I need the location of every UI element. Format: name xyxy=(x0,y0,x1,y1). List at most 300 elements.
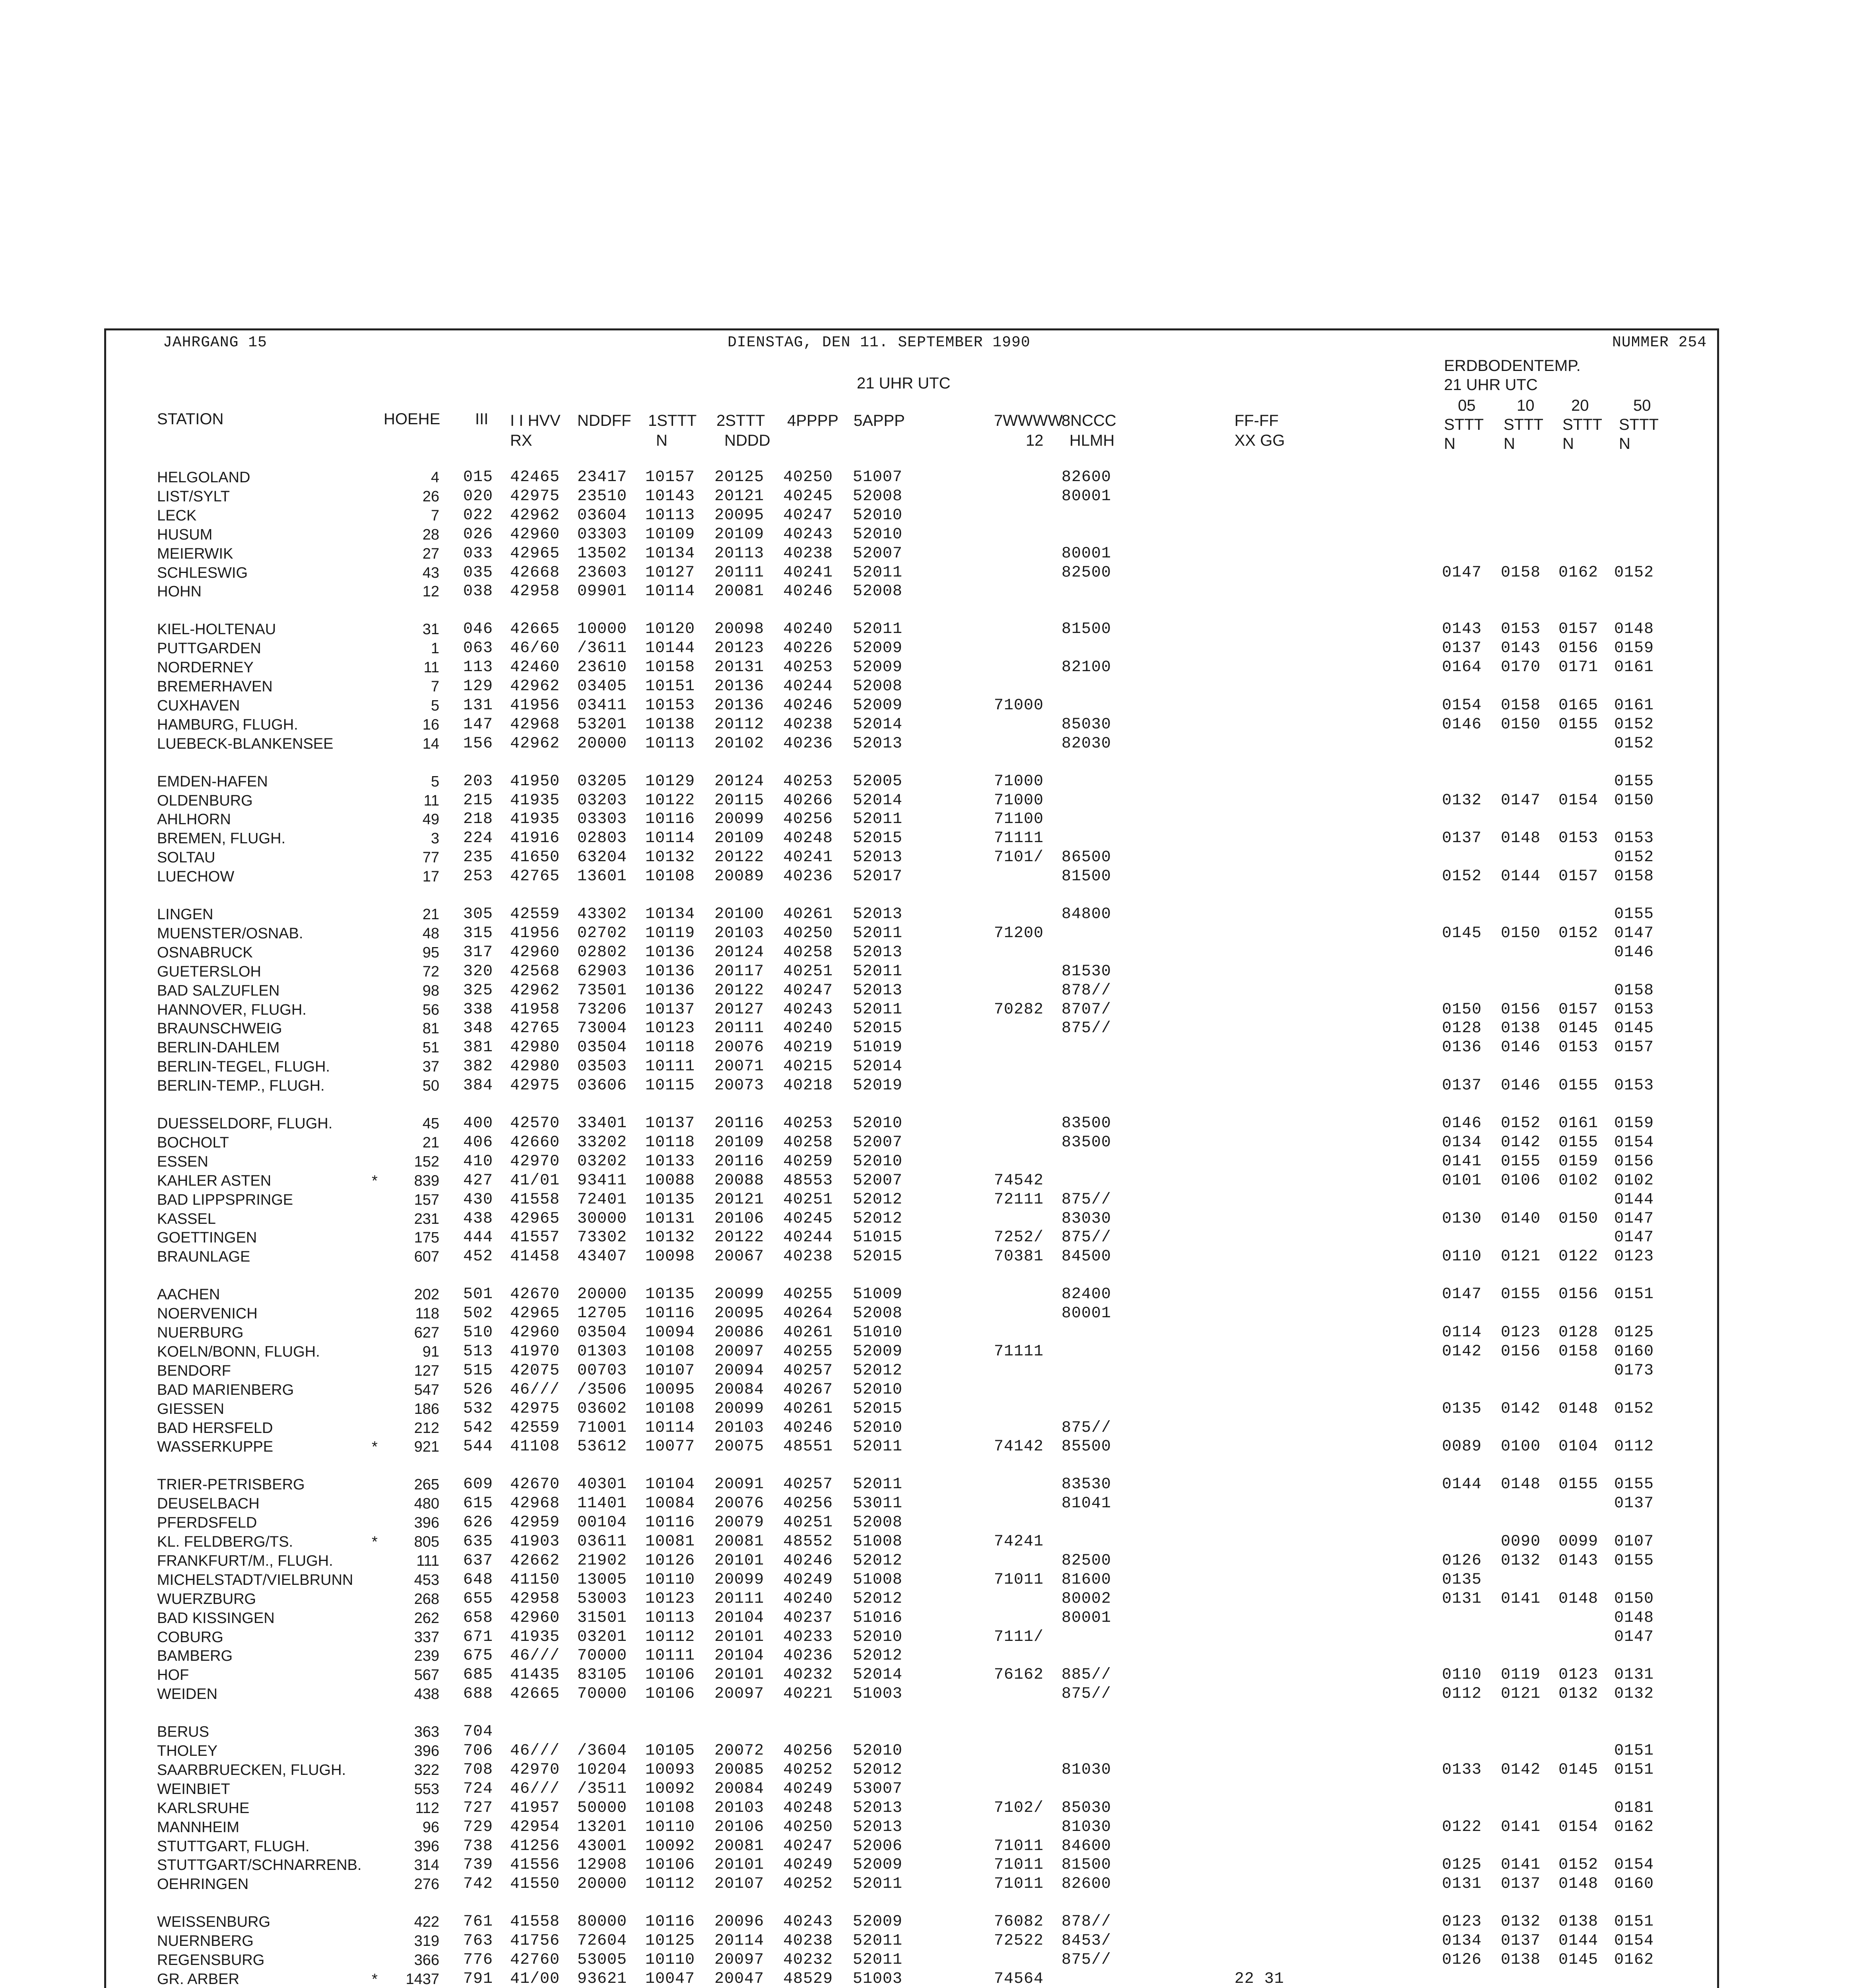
iihvv-value: 42760 xyxy=(510,1951,560,1969)
station-name: MEIERWIK xyxy=(157,545,233,562)
nccc-value: 80001 xyxy=(1062,1609,1112,1627)
wwww-value: 74241 xyxy=(994,1533,1044,1551)
station-name: BREMERHAVEN xyxy=(157,678,273,695)
hoehe-value: 72 xyxy=(422,963,439,980)
utc-label: 21 UHR UTC xyxy=(857,375,951,392)
soil-temp-05: 0137 xyxy=(1442,639,1482,658)
sttt1-value: 10132 xyxy=(645,1229,695,1247)
iihvv-value: 42662 xyxy=(510,1551,560,1570)
soil-temp-10: 0119 xyxy=(1501,1666,1541,1684)
soil-temp-10: 0121 xyxy=(1501,1685,1541,1703)
hoehe-value: 11 xyxy=(423,792,439,809)
sttt1-value: 10112 xyxy=(645,1628,695,1646)
station-name: HELGOLAND xyxy=(157,469,250,486)
sttt1-value: 10093 xyxy=(645,1761,695,1779)
station-name: PFERDSFELD xyxy=(157,1514,257,1532)
appp-value: 51003 xyxy=(853,1685,903,1703)
hoehe-value: 314 xyxy=(414,1857,439,1874)
hoehe-value: 1 xyxy=(431,640,439,657)
iii-value: 113 xyxy=(463,658,493,677)
hoehe-value: 157 xyxy=(414,1191,439,1208)
nccc-value: 81500 xyxy=(1062,620,1112,639)
iii-value: 742 xyxy=(463,1875,493,1893)
sttt2-value: 20091 xyxy=(714,1475,765,1494)
soil-temp-20: 0155 xyxy=(1558,715,1599,734)
hoehe-value: 96 xyxy=(422,1819,439,1836)
sttt2-value: 20094 xyxy=(714,1361,765,1380)
pppp-value: 40240 xyxy=(783,1590,833,1608)
iii-value: 688 xyxy=(463,1685,493,1703)
station-name: HOHN xyxy=(157,583,202,600)
station-name: BRAUNLAGE xyxy=(157,1248,250,1266)
station-name: KL. FELDBERG/TS. xyxy=(157,1534,293,1550)
col-hoehe: HOEHE xyxy=(384,410,441,428)
nddff-value: 83105 xyxy=(577,1666,627,1684)
col-5appp: 5APPP xyxy=(854,412,905,429)
appp-value: 52015 xyxy=(853,1400,903,1418)
pppp-value: 40246 xyxy=(783,696,833,714)
sttt1-value: 10109 xyxy=(645,525,695,544)
appp-value: 52007 xyxy=(853,544,903,563)
soil-temp-10: 0150 xyxy=(1501,715,1541,734)
soil-temp-20: 0132 xyxy=(1558,1685,1599,1703)
soil-temp-10: 0142 xyxy=(1501,1400,1541,1418)
nddff-value: 50000 xyxy=(577,1799,627,1817)
sttt1-value: 10136 xyxy=(645,962,695,980)
appp-value: 52008 xyxy=(853,1305,903,1323)
nddff-value: 33202 xyxy=(577,1133,627,1151)
col-ff: FF-FF xyxy=(1234,412,1279,429)
wwww-value: 71100 xyxy=(994,810,1044,829)
hoehe-value: 5 xyxy=(431,697,439,714)
iihvv-value: 42958 xyxy=(510,582,560,601)
iii-value: 513 xyxy=(463,1342,493,1361)
station-name: BAMBERG xyxy=(157,1648,233,1665)
nddff-value: 02702 xyxy=(577,924,627,942)
soil-temp-05: 0128 xyxy=(1442,1019,1482,1038)
soil-temp-50: 0157 xyxy=(1614,1039,1654,1057)
soil-temp-20: 0148 xyxy=(1558,1590,1599,1608)
appp-value: 52009 xyxy=(853,639,903,658)
appp-value: 52012 xyxy=(853,1590,903,1608)
depth-20: 20 xyxy=(1571,397,1589,414)
sttt1-value: 10110 xyxy=(645,1818,695,1836)
appp-value: 52012 xyxy=(853,1647,903,1665)
soil-temp-05: 0112 xyxy=(1442,1685,1482,1703)
col-1sttt: 1STTT xyxy=(648,412,697,429)
iii-value: 704 xyxy=(463,1723,493,1741)
pppp-value: 40248 xyxy=(783,829,833,848)
sttt2-value: 20096 xyxy=(714,1913,765,1931)
soil-temp-10: 0147 xyxy=(1501,791,1541,810)
iii-value: 727 xyxy=(463,1799,493,1817)
iihvv-value: 41150 xyxy=(510,1571,560,1589)
sttt1-value: 10110 xyxy=(645,1951,695,1969)
nddff-value: 20000 xyxy=(577,1285,627,1304)
iii-value: 131 xyxy=(463,696,493,714)
iii-value: 532 xyxy=(463,1400,493,1418)
iihvv-value: 42962 xyxy=(510,678,560,695)
appp-value: 52009 xyxy=(853,1856,903,1874)
iii-value: 526 xyxy=(463,1380,493,1399)
sttt2-value: 20099 xyxy=(714,1571,765,1589)
hoehe-value: 112 xyxy=(415,1800,439,1817)
iii-value: 635 xyxy=(463,1533,493,1551)
hoehe-value: 27 xyxy=(422,545,439,562)
nccc-value: 85500 xyxy=(1062,1438,1112,1456)
iii-value: 253 xyxy=(463,868,493,886)
nddff-value: 70000 xyxy=(577,1647,627,1665)
hoehe-value: 14 xyxy=(422,735,439,752)
sttt2-value: 20125 xyxy=(714,468,765,486)
sttt2-value: 20112 xyxy=(714,715,765,734)
appp-value: 52010 xyxy=(853,1742,903,1760)
nddff-value: 10000 xyxy=(577,620,627,639)
iihvv-value: 41950 xyxy=(510,772,560,790)
pppp-value: 40250 xyxy=(783,924,833,942)
soil-temp-50: 0147 xyxy=(1614,924,1654,942)
iii-value: 320 xyxy=(463,962,493,980)
soil-temp-20: 0165 xyxy=(1558,696,1599,714)
sttt2-value: 20102 xyxy=(714,734,765,753)
soil-temp-20: 0171 xyxy=(1558,658,1599,677)
soil-temp-50: 0148 xyxy=(1614,620,1654,639)
appp-value: 52013 xyxy=(853,905,903,923)
soil-temp-50: 0156 xyxy=(1614,1152,1654,1171)
appp-value: 52015 xyxy=(853,829,903,848)
iii-value: 427 xyxy=(463,1171,493,1190)
nccc-value: 80002 xyxy=(1062,1590,1112,1608)
iihvv-value: 41435 xyxy=(510,1666,560,1684)
iii-value: 063 xyxy=(463,639,493,658)
iihvv-value: 42960 xyxy=(510,1324,560,1342)
iihvv-value: 41/01 xyxy=(510,1171,560,1190)
nddff-value: 03205 xyxy=(577,772,627,790)
pppp-value: 40246 xyxy=(783,1551,833,1570)
station-name: BAD LIPPSPRINGE xyxy=(157,1191,293,1208)
station-name: HANNOVER, FLUGH. xyxy=(157,1001,307,1018)
pppp-value: 40233 xyxy=(783,1628,833,1646)
wwww-value: 7252/ xyxy=(994,1229,1044,1247)
soil-temp-20: 0155 xyxy=(1558,1475,1599,1494)
sttt1-value: 10151 xyxy=(645,678,695,695)
sttt1-value: 10144 xyxy=(645,639,695,658)
station-name: SAARBRUECKEN, FLUGH. xyxy=(157,1761,346,1778)
soil-temp-10: 0156 xyxy=(1501,1342,1541,1361)
sttt1-value: 10110 xyxy=(645,1571,695,1589)
nddff-value: 03202 xyxy=(577,1152,627,1171)
sttt2-value: 20131 xyxy=(714,658,765,677)
soil-temp-50: 0162 xyxy=(1614,1818,1654,1836)
nddff-value: 03201 xyxy=(577,1628,627,1646)
sttt2-value: 20067 xyxy=(714,1248,765,1266)
soil-temp-50: 0153 xyxy=(1614,829,1654,848)
station-name: BAD SALZUFLEN xyxy=(157,982,280,999)
pppp-value: 40257 xyxy=(783,1475,833,1494)
station-name: GOETTINGEN xyxy=(157,1229,257,1246)
sttt1-value: 10132 xyxy=(645,848,695,867)
sttt2-value: 20101 xyxy=(714,1856,765,1874)
hoehe-value: 98 xyxy=(422,982,439,999)
wwww-value: 72111 xyxy=(994,1190,1044,1209)
nccc-value: 83530 xyxy=(1062,1475,1112,1494)
iii-value: 542 xyxy=(463,1419,493,1437)
appp-value: 52008 xyxy=(853,487,903,505)
iihvv-value: 42460 xyxy=(510,658,560,677)
nddff-value: 00703 xyxy=(577,1361,627,1380)
col-n-50: N xyxy=(1619,435,1630,452)
sttt1-value: 10135 xyxy=(645,1285,695,1304)
erdboden-title: ERDBODENTEMP. xyxy=(1444,357,1581,375)
wwww-value: 71011 xyxy=(994,1837,1044,1855)
appp-value: 52009 xyxy=(853,1342,903,1361)
iihvv-value: 41903 xyxy=(510,1533,560,1551)
iii-value: 544 xyxy=(463,1438,493,1456)
iihvv-value: 42665 xyxy=(510,620,560,639)
sttt1-value: 10116 xyxy=(645,1514,695,1532)
nddff-value: 80000 xyxy=(577,1913,627,1931)
soil-temp-50: 0137 xyxy=(1614,1495,1654,1513)
nddff-value: 20000 xyxy=(577,1875,627,1893)
hoehe-value: 337 xyxy=(414,1629,439,1646)
col-n-05: N xyxy=(1444,435,1456,452)
soil-temp-20: 0128 xyxy=(1558,1324,1599,1342)
hoehe-value: 56 xyxy=(422,1001,439,1018)
sttt1-value: 10088 xyxy=(645,1171,695,1190)
pppp-value: 40251 xyxy=(783,1514,833,1532)
hoehe-value: 31 xyxy=(422,621,439,638)
sttt1-value: 10108 xyxy=(645,868,695,886)
iii-value: 038 xyxy=(463,582,493,601)
soil-temp-10: 0141 xyxy=(1501,1818,1541,1836)
hoehe-value: 607 xyxy=(414,1248,439,1266)
soil-temp-10: 0137 xyxy=(1501,1932,1541,1950)
pppp-value: 40250 xyxy=(783,468,833,486)
soil-temp-05: 0131 xyxy=(1442,1875,1482,1893)
station-name: EMDEN-HAFEN xyxy=(157,773,268,790)
soil-temp-10: 0152 xyxy=(1501,1114,1541,1132)
nddff-value: 03303 xyxy=(577,525,627,544)
nddff-value: 63204 xyxy=(577,848,627,867)
hoehe-value: 95 xyxy=(422,944,439,961)
iihvv-value: 41958 xyxy=(510,1000,560,1019)
soil-temp-50: 0155 xyxy=(1614,1475,1654,1494)
appp-value: 51010 xyxy=(853,1324,903,1342)
sttt2-value: 20109 xyxy=(714,525,765,544)
sttt1-value: 10123 xyxy=(645,1590,695,1608)
wwww-value: 70381 xyxy=(994,1248,1044,1266)
sttt2-value: 20104 xyxy=(714,1647,765,1665)
sttt1-value: 10143 xyxy=(645,487,695,505)
sttt1-value: 10105 xyxy=(645,1742,695,1760)
col-8nccc: 8NCCC xyxy=(1062,412,1116,429)
pppp-value: 40249 xyxy=(783,1571,833,1589)
hoehe-value: 45 xyxy=(422,1115,439,1132)
iii-value: 452 xyxy=(463,1248,493,1266)
iii-value: 022 xyxy=(463,506,493,524)
station-name: NOERVENICH xyxy=(157,1305,258,1322)
sttt2-value: 20086 xyxy=(714,1324,765,1342)
soil-temp-05: 0147 xyxy=(1442,563,1482,582)
appp-value: 51008 xyxy=(853,1571,903,1589)
pppp-value: 40256 xyxy=(783,1742,833,1760)
iii-value: 791 xyxy=(463,1970,493,1988)
station-name: MANNHEIM xyxy=(157,1819,239,1836)
station-name: DEUSELBACH xyxy=(157,1495,260,1512)
soil-temp-20: 0150 xyxy=(1558,1209,1599,1228)
iii-value: 381 xyxy=(463,1039,493,1057)
nddff-value: 23603 xyxy=(577,563,627,582)
col-iii: III xyxy=(475,410,489,428)
iii-value: 761 xyxy=(463,1913,493,1931)
station-name: SOLTAU xyxy=(157,849,215,866)
appp-value: 52019 xyxy=(853,1077,903,1095)
soil-temp-50: 0161 xyxy=(1614,696,1654,714)
soil-temp-20: 0162 xyxy=(1558,563,1599,582)
soil-temp-05: 0137 xyxy=(1442,829,1482,848)
wwww-value: 74542 xyxy=(994,1171,1044,1190)
station-name: THOLEY xyxy=(157,1743,218,1759)
iii-value: 020 xyxy=(463,487,493,505)
iihvv-value: 41256 xyxy=(510,1837,560,1855)
soil-temp-50: 0152 xyxy=(1614,1400,1654,1418)
wwww-value: 71000 xyxy=(994,791,1044,810)
hoehe-value: 366 xyxy=(414,1952,439,1969)
sttt2-value: 20106 xyxy=(714,1209,765,1228)
soil-temp-50: 0125 xyxy=(1614,1324,1654,1342)
nddff-value: 03606 xyxy=(577,1077,627,1095)
sttt2-value: 20111 xyxy=(714,1019,765,1038)
nccc-value: 85030 xyxy=(1062,715,1112,734)
sttt2-value: 20103 xyxy=(714,1419,765,1437)
station-name: KIEL-HOLTENAU xyxy=(157,621,276,638)
iihvv-value: 42962 xyxy=(510,981,560,1000)
soil-temp-50: 0152 xyxy=(1614,848,1654,867)
iii-value: 348 xyxy=(463,1019,493,1038)
station-name: SCHLESWIG xyxy=(157,564,248,581)
sttt2-value: 20109 xyxy=(714,1133,765,1151)
pppp-value: 40232 xyxy=(783,1951,833,1969)
iihvv-value: 41970 xyxy=(510,1342,560,1361)
iihvv-value: 42965 xyxy=(510,544,560,563)
sttt2-value: 20136 xyxy=(714,696,765,714)
nccc-value: 81500 xyxy=(1062,1856,1112,1874)
wwww-value: 7102/ xyxy=(994,1799,1044,1817)
iii-value: 033 xyxy=(463,544,493,563)
nccc-value: 82100 xyxy=(1062,658,1112,677)
appp-value: 52014 xyxy=(853,1058,903,1076)
soil-temp-50: 0151 xyxy=(1614,1742,1654,1760)
soil-temp-10: 0137 xyxy=(1501,1875,1541,1893)
nddff-value: 43302 xyxy=(577,905,627,923)
station-name: ESSEN xyxy=(157,1153,208,1170)
pppp-value: 40253 xyxy=(783,772,833,790)
iihvv-value: 41935 xyxy=(510,810,560,829)
iii-value: 382 xyxy=(463,1058,493,1076)
sttt1-value: 10126 xyxy=(645,1551,695,1570)
soil-temp-10: 0153 xyxy=(1501,620,1541,639)
station-name: NORDERNEY xyxy=(157,659,254,676)
soil-temp-20: 0148 xyxy=(1558,1400,1599,1418)
soil-temp-20: 0148 xyxy=(1558,1875,1599,1893)
soil-temp-50: 0158 xyxy=(1614,981,1654,1000)
appp-value: 52011 xyxy=(853,924,903,942)
soil-temp-50: 0152 xyxy=(1614,715,1654,734)
iihvv-value: 41956 xyxy=(510,696,560,714)
nccc-value: 875// xyxy=(1062,1685,1112,1703)
sttt1-value: 10114 xyxy=(645,1419,695,1437)
station-name: WEIDEN xyxy=(157,1686,217,1703)
appp-value: 51007 xyxy=(853,468,903,486)
soil-temp-50: 0151 xyxy=(1614,1285,1654,1304)
wwww-value: 76162 xyxy=(994,1666,1044,1684)
pppp-value: 40241 xyxy=(783,563,833,582)
wwww-value: 71000 xyxy=(994,772,1044,790)
sttt1-value: 10116 xyxy=(645,810,695,829)
hoehe-value: 921 xyxy=(414,1439,439,1456)
soil-temp-50: 0131 xyxy=(1614,1666,1654,1684)
hoehe-value: 127 xyxy=(414,1362,439,1379)
hoehe-value: 438 xyxy=(414,1686,439,1703)
soil-temp-10: 0148 xyxy=(1501,829,1541,848)
soil-temp-10: 0090 xyxy=(1501,1533,1541,1551)
nddff-value: 72401 xyxy=(577,1190,627,1209)
nddff-value: 03405 xyxy=(577,678,627,695)
soil-temp-05: 0135 xyxy=(1442,1571,1482,1589)
pppp-value: 40244 xyxy=(783,678,833,695)
soil-temp-05: 0141 xyxy=(1442,1152,1482,1171)
soil-temp-20: 0099 xyxy=(1558,1533,1599,1551)
wwww-value: 71111 xyxy=(994,1342,1044,1361)
pppp-value: 40238 xyxy=(783,1932,833,1950)
nddff-value: 09901 xyxy=(577,582,627,601)
hoehe-value: 7 xyxy=(431,507,439,524)
iii-value: 724 xyxy=(463,1780,493,1798)
nddff-value: 03504 xyxy=(577,1324,627,1342)
appp-value: 52014 xyxy=(853,715,903,734)
soil-temp-50: 0123 xyxy=(1614,1248,1654,1266)
pppp-value: 40218 xyxy=(783,1077,833,1095)
appp-value: 52011 xyxy=(853,1951,903,1969)
pppp-value: 40252 xyxy=(783,1761,833,1779)
sttt1-value: 10107 xyxy=(645,1361,695,1380)
pppp-value: 40251 xyxy=(783,962,833,980)
nccc-value: 8707/ xyxy=(1062,1000,1112,1019)
iii-value: 444 xyxy=(463,1229,493,1247)
nddff-value: 13601 xyxy=(577,868,627,886)
iihvv-value: 42965 xyxy=(510,1305,560,1323)
sttt2-value: 20101 xyxy=(714,1666,765,1684)
col-sttt-50: STTT xyxy=(1619,416,1659,433)
iii-value: 305 xyxy=(463,905,493,923)
sttt1-value: 10138 xyxy=(645,715,695,734)
iii-value: 637 xyxy=(463,1551,493,1570)
appp-value: 52010 xyxy=(853,1419,903,1437)
soil-temp-10: 0144 xyxy=(1501,868,1541,886)
col-station: STATION xyxy=(157,410,224,428)
soil-temp-05: 0133 xyxy=(1442,1761,1482,1779)
sttt2-value: 20095 xyxy=(714,1305,765,1323)
soil-temp-10: 0150 xyxy=(1501,924,1541,942)
nccc-value: 8453/ xyxy=(1062,1932,1112,1950)
iihvv-value: 41557 xyxy=(510,1229,560,1247)
soil-temp-50: 0160 xyxy=(1614,1875,1654,1893)
soil-temp-10: 0123 xyxy=(1501,1324,1541,1342)
iii-value: 502 xyxy=(463,1305,493,1323)
station-name: HAMBURG, FLUGH. xyxy=(157,716,298,733)
sttt1-value: 10077 xyxy=(645,1438,695,1456)
nccc-value: 875// xyxy=(1062,1951,1112,1969)
